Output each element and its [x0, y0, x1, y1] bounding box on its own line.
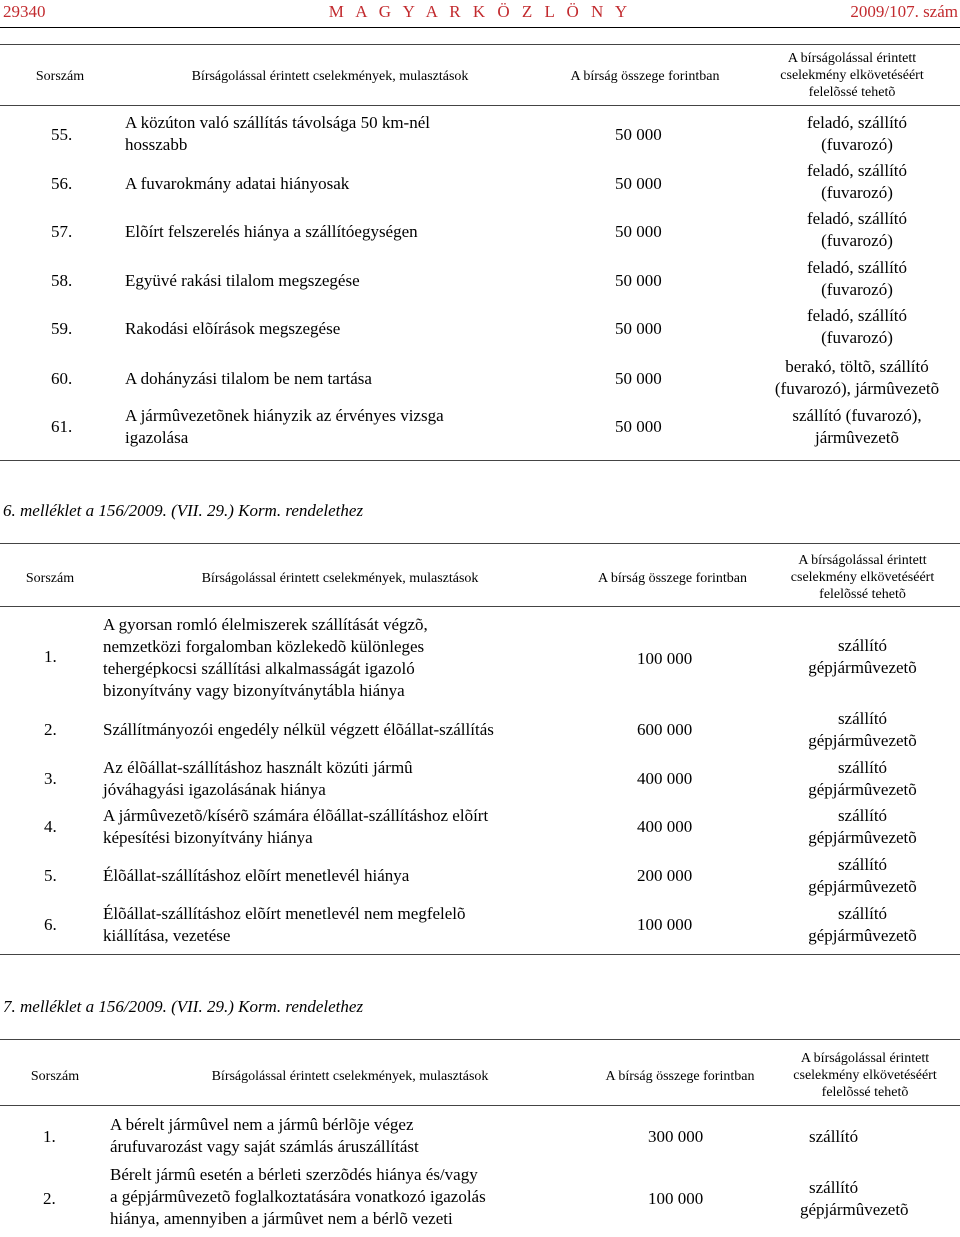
- row-amount: 50 000: [615, 174, 662, 193]
- col-sorszam: Sorszám: [25, 571, 75, 586]
- row-number: 4.: [44, 817, 57, 836]
- row-description: A bérelt jármûvel nem a jármû bérlõje végez árufuvarozást vagy saját számlás áruszállítást: [110, 1115, 419, 1156]
- row-number: 56.: [51, 174, 73, 193]
- row-responsible: feladó, szállító (fuvarozó): [806, 161, 908, 202]
- annex-7-caption: 7. melléklet a 156/2009. (VII. 29.) Korm. rendelethez: [3, 997, 364, 1016]
- row-amount: 100 000: [637, 649, 693, 668]
- row-description: Szállítmányozói engedély nélkül végzett élõállat-szállítás: [103, 720, 494, 739]
- col-felelos: A bírságolással érintett cselekmény elkövetéséért felelõssé tehetõ: [790, 553, 935, 602]
- row-number: 6.: [44, 915, 57, 934]
- row-number: 1.: [44, 647, 57, 666]
- row-amount: 100 000: [648, 1189, 704, 1208]
- row-amount: 100 000: [637, 915, 693, 934]
- col-sorszam: Sorszám: [30, 1069, 80, 1084]
- row-number: 3.: [44, 769, 57, 788]
- row-number: 1.: [43, 1127, 56, 1146]
- table-a-top-rule: [0, 44, 960, 45]
- row-amount: 50 000: [615, 222, 662, 241]
- row-responsible: feladó, szállító (fuvarozó): [806, 209, 908, 250]
- row-description: A fuvarokmány adatai hiányosak: [125, 174, 350, 193]
- row-number: 2.: [44, 720, 57, 739]
- row-number: 55.: [51, 125, 73, 144]
- row-amount: 50 000: [615, 369, 662, 388]
- row-description: Élõállat-szállításhoz elõírt menetlevél nem megfelelõ kiállítása, vezetése: [103, 904, 466, 945]
- row-description: Elõírt felszerelés hiánya a szállítóegységen: [125, 222, 418, 241]
- row-responsible: szállító gépjármûvezetõ: [808, 806, 917, 847]
- row-responsible: szállító gépjármûvezetõ: [808, 709, 917, 750]
- row-amount: 50 000: [615, 271, 662, 290]
- row-number: 59.: [51, 319, 73, 338]
- page-header: [0, 0, 960, 26]
- row-amount: 400 000: [637, 817, 693, 836]
- row-description: A jármûvezetõnek hiányzik az érvényes vizsga igazolása: [125, 406, 444, 447]
- col-felelos: A bírságolással érintett cselekmény elkövetéséért felelõssé tehetõ: [793, 1051, 937, 1100]
- row-amount: 400 000: [637, 769, 693, 788]
- row-responsible: berakó, töltõ, szállító (fuvarozó), jármûvezetõ: [774, 357, 940, 398]
- col-osszeg: A bírság összege forintban: [570, 69, 720, 84]
- col-felelos: A bírságolással érintett cselekmény elkövetéséért felelõssé tehetõ: [780, 51, 924, 100]
- table-b-header-rule: [0, 606, 960, 607]
- col-cselekmenyek: Bírságolással érintett cselekmények, mulasztások: [191, 69, 469, 84]
- row-number: 60.: [51, 369, 73, 388]
- row-description: A jármûvezetõ/kísérõ számára élõállat-szállításhoz elõírt képesítési bizonyítvány hiánya: [103, 806, 489, 847]
- row-responsible: szállító gépjármûvezetõ: [808, 855, 917, 896]
- row-responsible: feladó, szállító (fuvarozó): [806, 306, 908, 347]
- col-osszeg: A bírság összege forintban: [598, 571, 747, 586]
- row-amount: 50 000: [615, 417, 662, 436]
- col-cselekmenyek: Bírságolással érintett cselekmények, mulasztások: [201, 571, 479, 586]
- row-amount: 200 000: [637, 866, 693, 885]
- row-responsible: szállító gépjármûvezetõ: [808, 636, 917, 677]
- row-description: Rakodási elõírások megszegése: [125, 319, 341, 338]
- row-description: A közúton való szállítás távolsága 50 km-nél hosszabb: [125, 113, 430, 154]
- col-sorszam: Sorszám: [35, 69, 85, 84]
- row-description: Élõállat-szállításhoz elõírt menetlevél hiánya: [103, 866, 410, 885]
- row-responsible: szállító: [809, 1127, 859, 1146]
- page-number: 29340: [3, 2, 46, 21]
- row-description: Az élõállat-szállításhoz használt közúti jármû jóváhagyási igazolásának hiánya: [103, 758, 413, 799]
- table-c-top-rule: [0, 1039, 960, 1040]
- row-amount: 300 000: [648, 1127, 704, 1146]
- table-a-header-rule: [0, 105, 960, 106]
- annex-6-caption: 6. melléklet a 156/2009. (VII. 29.) Korm. rendelethez: [3, 501, 364, 520]
- table-b-top-rule: [0, 543, 960, 544]
- issue-number: 2009/107. szám: [850, 2, 958, 21]
- row-number: 5.: [44, 866, 57, 885]
- row-description: Együvé rakási tilalom megszegése: [125, 271, 360, 290]
- table-a-bottom-rule: [0, 460, 960, 461]
- row-responsible: feladó, szállító (fuvarozó): [806, 113, 908, 154]
- table-c-header-rule: [0, 1105, 960, 1106]
- journal-title: M A G Y A R K Ö Z L Ö N Y: [328, 2, 632, 21]
- row-responsible: szállító gépjármûvezetõ: [800, 1178, 909, 1219]
- row-amount: 50 000: [615, 319, 662, 338]
- row-number: 58.: [51, 271, 73, 290]
- row-number: 57.: [51, 222, 73, 241]
- row-description: Bérelt jármû esetén a bérleti szerzõdés hiánya és/vagy a gépjármûvezetõ foglalkoztatására vonatkozó igazolás hiánya, amennyiben a jármûvet nem a bérlõ vezeti: [110, 1165, 486, 1228]
- row-amount: 600 000: [637, 720, 693, 739]
- row-number: 2.: [43, 1189, 56, 1208]
- header-rule: [0, 27, 960, 28]
- row-description: A gyorsan romló élelmiszerek szállítását végzõ, nemzetközi forgalomban közlekedõ különleges tehergépkocsi szállítási alkalmasságát igazoló bizonyítvány vagy bizonyítványtábla hiánya: [103, 615, 428, 700]
- table-b-bottom-rule: [0, 954, 960, 955]
- row-responsible: szállító gépjármûvezetõ: [808, 758, 917, 799]
- row-amount: 50 000: [615, 125, 662, 144]
- col-osszeg: A bírság összege forintban: [605, 1069, 755, 1084]
- col-cselekmenyek: Bírságolással érintett cselekmények, mulasztások: [211, 1069, 489, 1084]
- row-responsible: szállító gépjármûvezetõ: [808, 904, 917, 945]
- row-description: A dohányzási tilalom be nem tartása: [125, 369, 372, 388]
- row-responsible: feladó, szállító (fuvarozó): [806, 258, 908, 299]
- row-number: 61.: [51, 417, 73, 436]
- row-responsible: szállító (fuvarozó), jármûvezetõ: [792, 406, 922, 447]
